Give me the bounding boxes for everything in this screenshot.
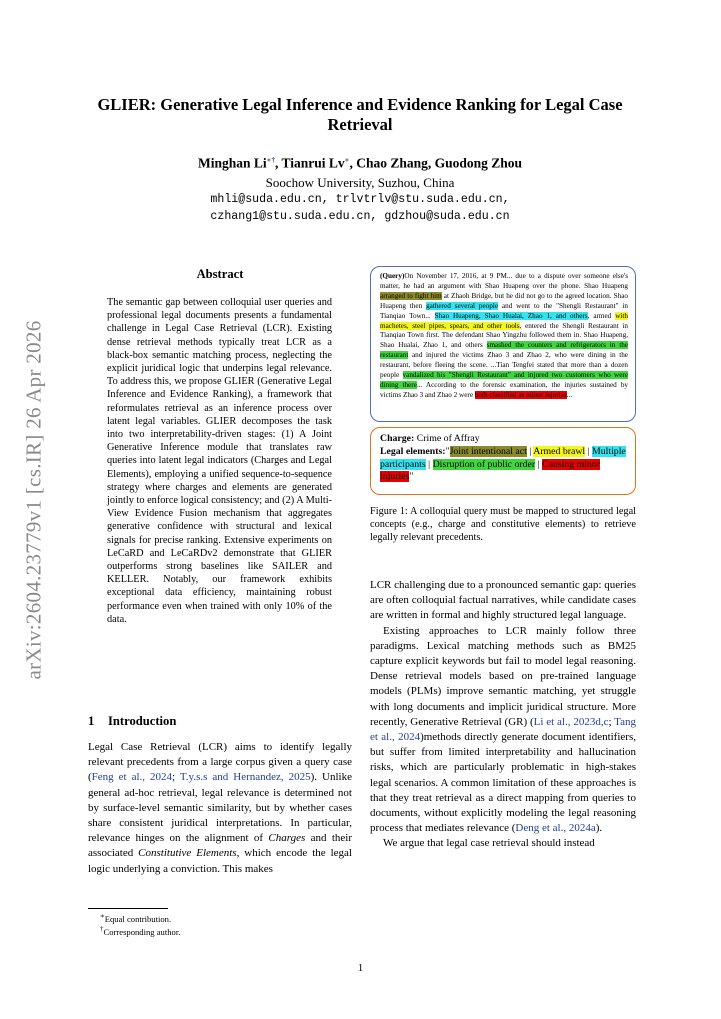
text-run: )methods directly generate document identifiers, but suffer from limited interpretability and hallucination risks, which are particularly problematic in high-stakes legal scenarios. A common limitation of these approaches is that they treat retrieval as a direct mapping from queries to documents, without explicitly modeling the legal reasoning process that mediates relevance ( — [370, 731, 636, 835]
charge-label: Charge: — [380, 433, 415, 444]
element-multiple-participants: Multiple participants — [380, 445, 626, 470]
element-armed-brawl: Armed brawl — [533, 445, 586, 457]
footnote-text: Corresponding author. — [103, 926, 181, 937]
text-run: ; — [608, 715, 615, 728]
text-run: ; — [172, 771, 180, 784]
element-disruption-public-order: Disruption of public order — [432, 458, 536, 470]
intro-paragraph — [88, 740, 352, 877]
author-1-marks: ∗† — [266, 156, 275, 164]
query-text: and injured the victims Zhao 3 and Zhao 2, who were dining in the restaurant, before fleeing the scene. ...Tian Tengfei stated that more than a dozen people — [380, 351, 628, 380]
section-number: 1 — [88, 714, 95, 728]
author-2-marks: ∗ — [344, 156, 350, 164]
query-text: ... — [566, 390, 573, 399]
abstract-text: The semantic gap between colloquial user queries and professional legal documents presents a fundamental challenge in Legal Case Retrieval (LCR). Existing dense retrieval methods typically treat LCR as a black-box semantic matching process, neglecting the explicit juridical logic that underpins legal relevance. To address this, we propose GLIER (Generative Legal Inference and Evidence Ranking), a framework that reformulates retrieval as an inference process over latent legal variables. GLIER decomposes the task into two interpretability-driven stages: (1) A Joint Generative Inference module that translates raw queries into latent legal indicators (Charges and Legal Elements), employing a unified sequence-to-sequence strategy where charges and elements are generated jointly to enforce logical consistency; and (2) A Multi-View Evidence Fusion mechanism that aggregates generative confidence with structural and lexical signals for precise ranking. Extensive experiments on LeCaRD and LeCaRDv2 demonstrate that GLIER outperforms strong baselines like SAILER and KELLER. Notably, our framework exhibits exceptional data efficiency, maintaining robust performance even when trained with only 10% of the data. — [107, 297, 332, 625]
separator: | — [425, 458, 433, 470]
paper-title: GLIER: Generative Legal Inference and Evidence Ranking for Legal Case Retrieval — [97, 95, 623, 134]
page-number: 1 — [357, 962, 364, 974]
abstract-heading: Abstract — [196, 267, 244, 281]
citation-link[interactable]: Li et al., 2023d,c — [533, 715, 609, 728]
text-run: , which encode the legal logic underlying a conviction. This makes — [88, 847, 352, 875]
footnote-2 — [100, 925, 180, 937]
highlight-armed-brawl: with machetes, steel pipes, spears, and other tools — [380, 311, 628, 330]
query-text: , entered the Shengli Restaurant in Tianqiao Town first. The defendant Shao Yingzhu followed them in. Shao Huapeng, Shao Hualai, Zhao 1, and others — [380, 321, 628, 350]
query-text: ... According to the forensic examination, the injuries sustained by victims Zhao 3 and Zhao 2 were — [380, 380, 629, 399]
quote-mark: " — [409, 471, 414, 483]
footnote-rule — [88, 908, 168, 909]
charge-value: Crime of Affray — [414, 433, 480, 444]
right-column-body — [370, 578, 636, 852]
figure-charge-box — [370, 427, 636, 495]
query-text: , armed — [587, 311, 616, 320]
quote-mark: " — [445, 445, 450, 457]
highlight-joint-intent: arranged to fight him — [380, 291, 442, 300]
footnote-text: Equal contribution. — [104, 913, 172, 924]
email-line-1: mhli@suda.edu.cn, trlvtrlv@stu.suda.edu.cn, — [210, 193, 510, 206]
arxiv-watermark — [14, 300, 54, 700]
legal-elements-line — [380, 446, 627, 484]
paragraph — [370, 624, 636, 837]
figure-caption: Figure 1: A colloquial query must be mapped to structured legal concepts (e.g., charge and constitutive elements) to retrieve legally relevant precedents. — [370, 506, 636, 544]
text-run: Legal Case Retrieval (LCR) aims to identify legally relevant precedents from a large corpus given a query case ( — [88, 741, 352, 784]
figure-query-box — [370, 266, 636, 422]
citation-link[interactable]: Deng et al., 2024a — [515, 822, 596, 835]
highlight-multiple-participants: gathered several people — [426, 301, 499, 310]
citation-link[interactable]: T.y.s.s and Hernandez, 2025 — [179, 771, 311, 784]
separator: | — [526, 445, 534, 457]
section-heading-introduction — [88, 714, 176, 729]
citation-link[interactable]: Tang et al., 2024 — [370, 715, 637, 744]
query-text: On November 17, 2016, at 9 PM... due to a dispute over someone else's matter, he had an argument with Shao Huapeng over the phone. Shao Huapeng — [380, 272, 628, 290]
text-run: and their associated — [88, 832, 352, 860]
footnote-1 — [100, 912, 171, 924]
charge-line — [380, 433, 627, 446]
separator: | — [585, 445, 593, 457]
paragraph: LCR challenging due to a pronounced semantic gap: queries are often colloquial factual narratives, while candidate cases are written in formal and highly structured legal language. — [370, 579, 636, 622]
elements-label: Legal elements: — [380, 445, 446, 457]
highlight-public-order: vandalized his "Shengli Restaurant" and injured two customers who were dining there — [380, 371, 628, 389]
author-list — [80, 155, 640, 172]
affiliation: Soochow University, Suzhou, China — [265, 175, 455, 190]
footnote-mark: † — [100, 925, 104, 933]
text-run: Existing approaches to LCR mainly follow three paradigms. Lexical matching methods such as BM25 capture explicit keywords but fail to model legal reasoning. Dense retrieval models based on pre-trained language models (PLMs) improve semantic matching, yet struggle with long documents and implicit juridical structure. More recently, Generative Retrieval (GR) ( — [370, 624, 636, 728]
text-run: Charges — [268, 832, 306, 845]
highlight-public-order: smashed the counters and refrigerators in the restaurant — [380, 341, 628, 360]
element-joint-intentional-act: Joint intentional act — [449, 445, 527, 457]
separator: | — [535, 458, 543, 470]
text-run: ). — [595, 822, 603, 835]
author-1: Minghan Li — [197, 155, 267, 171]
arxiv-id: arXiv:2604.23779v1 [cs.IR] 26 Apr 2026 — [21, 320, 46, 680]
section-title: Introduction — [108, 714, 177, 728]
highlight-minor-injuries: both classified as minor injuries — [474, 390, 567, 399]
text-run: ). Unlike general ad-hoc retrieval, legal relevance is determined not by surface-level semantic similarity, but by whether cases share consistent juridical interpretations. In particular, relevance hinges on the alignment of — [88, 771, 352, 845]
query-text: and went to the "Shengli Restaurant" in Tianqiao Town... — [380, 301, 628, 320]
author-2: , Tianrui Lv — [274, 155, 345, 171]
paragraph: We argue that legal case retrieval should instead — [383, 837, 595, 850]
highlight-multiple-participants: Shao Huapeng, Shao Hualai, Zhao 1, and others — [434, 311, 588, 320]
query-label: (Query) — [380, 272, 405, 280]
citation-link[interactable]: Feng et al., 2024 — [91, 771, 173, 784]
query-text: at Zhaoh Bridge, but he did not go to the agreed location. Shao Huapeng then — [380, 291, 628, 310]
email-line-2: czhang1@stu.suda.edu.cn, gdzhou@suda.edu.cn — [210, 210, 510, 223]
text-run: Constitutive Elements — [138, 847, 237, 860]
other-authors: , Chao Zhang, Guodong Zhou — [349, 155, 523, 171]
footnote-mark: ∗ — [100, 912, 105, 920]
element-minor-injuries: Causing minor injuries — [380, 458, 600, 483]
